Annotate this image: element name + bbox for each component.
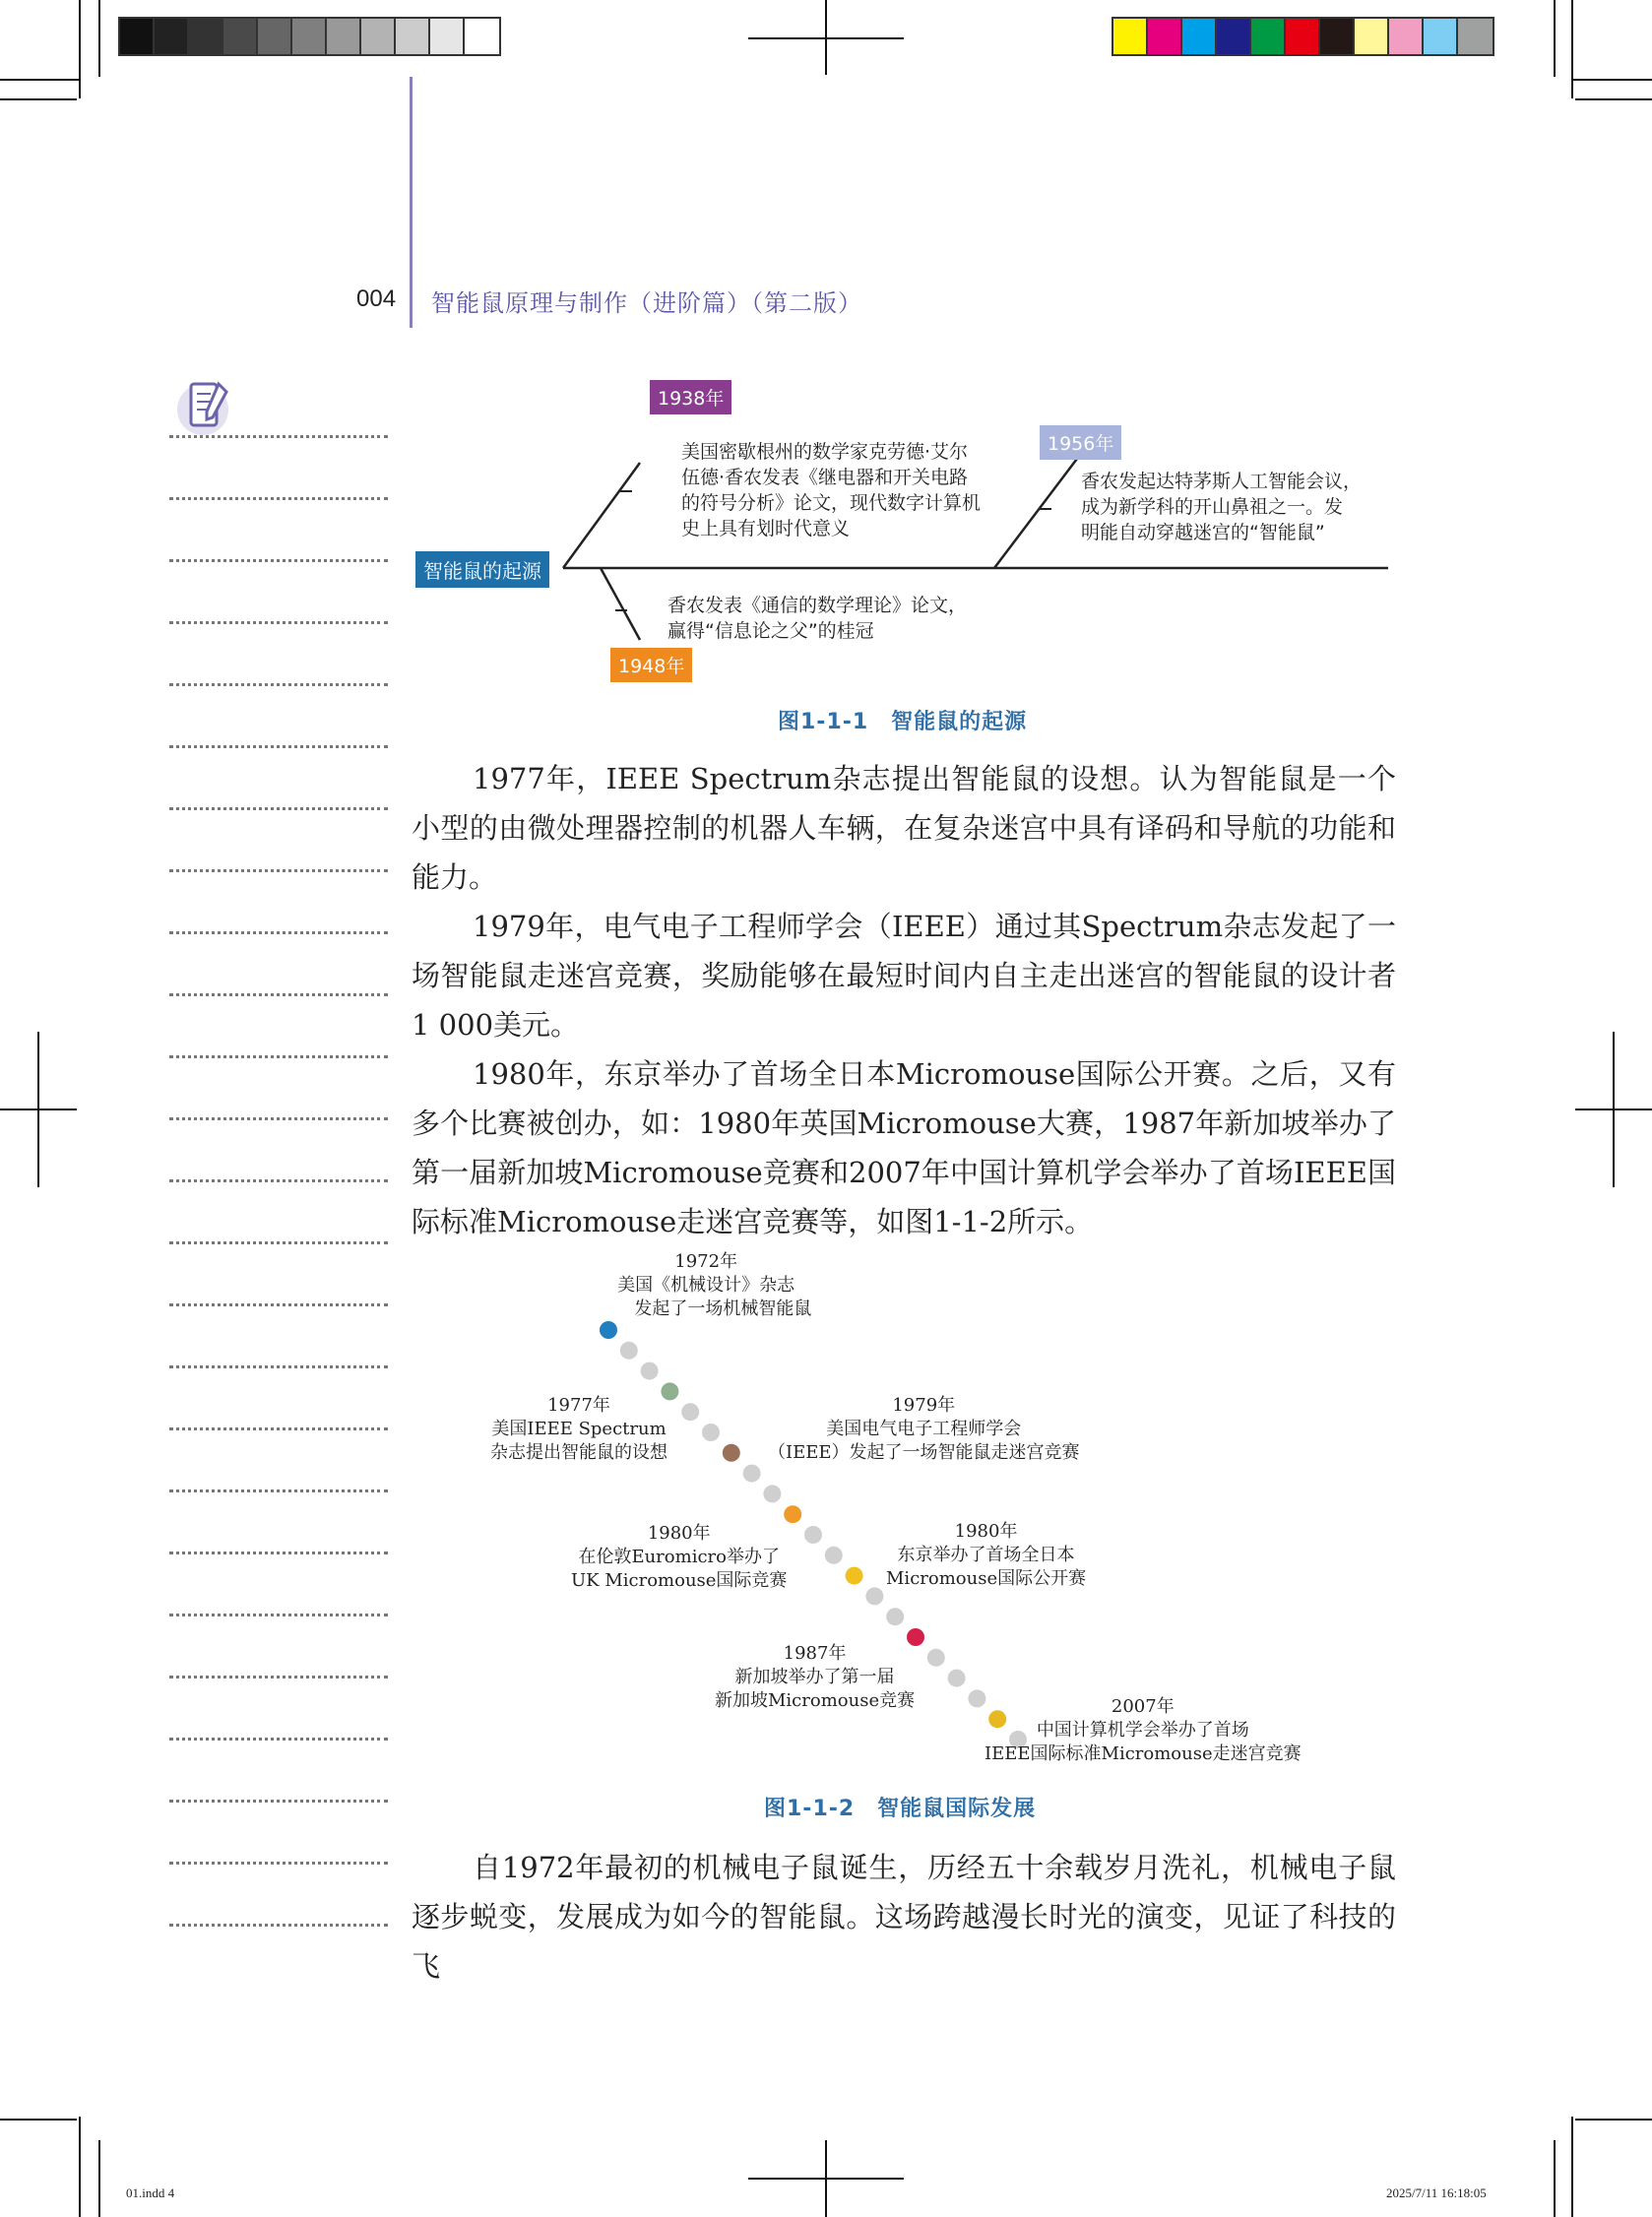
crop-mark — [0, 2119, 77, 2121]
note-line — [169, 869, 388, 872]
note-line — [169, 1055, 388, 1058]
gray-swatch — [189, 19, 223, 54]
note-line — [169, 1303, 388, 1306]
gray-swatch — [258, 19, 292, 54]
timeline-dot — [702, 1424, 720, 1441]
timeline-dot — [948, 1670, 966, 1687]
gray-swatch — [396, 19, 430, 54]
timeline-dot — [784, 1505, 801, 1523]
paragraph-1977: 1977年，IEEE Spectrum杂志提出智能鼠的设想。认为智能鼠是一个小型的由微处理器控制的机器人车辆，在复杂迷宫中具有译码和导航的功能和能力。 — [412, 762, 1396, 894]
color-swatch — [1286, 19, 1320, 54]
footer-file: 01.indd 4 — [126, 2185, 175, 2200]
note-line — [169, 1489, 388, 1492]
registration-mark — [825, 2140, 827, 2217]
note-line — [169, 1365, 388, 1368]
timeline-dot — [763, 1485, 781, 1502]
timeline-event-1980-london: 1980年 在伦敦Euromicro举办了 UK Micromouse国际竞赛 — [571, 1523, 788, 1591]
crop-mark — [98, 2140, 100, 2217]
timeline-dot — [641, 1362, 659, 1380]
note-line — [169, 993, 388, 996]
figure-caption-2: 图1-1-2 智能鼠国际发展 — [764, 1797, 1037, 1821]
note-line — [169, 931, 388, 934]
note-line — [169, 559, 388, 562]
body-text — [412, 754, 1396, 1246]
timeline-dot — [865, 1587, 883, 1605]
color-swatch — [1217, 19, 1251, 54]
note-line — [169, 1924, 388, 1927]
color-swatch — [1182, 19, 1217, 54]
crop-mark — [79, 2117, 81, 2217]
figure-caption-1: 图1-1-1 智能鼠的起源 — [778, 710, 1028, 734]
crop-mark — [1554, 2140, 1556, 2217]
note-line — [169, 745, 388, 748]
year-tag-1956: 1956年 — [1040, 425, 1121, 460]
gray-scale-bar — [118, 17, 501, 56]
registration-mark — [1613, 1032, 1615, 1187]
development-timeline — [473, 1250, 1359, 1782]
crop-mark — [0, 79, 79, 81]
note-line — [169, 621, 388, 624]
footer-timestamp: 2025/7/11 16:18:05 — [1386, 2185, 1487, 2200]
origin-root-label: 智能鼠的起源 — [415, 551, 549, 588]
note-line — [169, 1614, 388, 1616]
timeline-event-1987: 1987年 新加坡举办了第一届 新加坡Micromouse竞赛 — [715, 1643, 916, 1711]
event-text-1938: 美国密歇根州的数学家克劳德·艾尔 伍德·香农发表《继电器和开关电路 的符号分析》论文，现代数字计算机 史上具有划时代意义 — [681, 441, 982, 539]
timeline-dot — [620, 1342, 638, 1360]
gray-swatch — [120, 19, 155, 54]
closing-text — [412, 1843, 1396, 1991]
timeline-event-1972: 1972年 美国《机械设计》杂志 发起了一场机械智能鼠 — [617, 1251, 812, 1319]
timeline-event-1980-tokyo: 1980年 东京举办了首场全日本 Micromouse国际公开赛 — [886, 1521, 1087, 1589]
year-tag-1948: 1948年 — [610, 648, 692, 682]
gray-swatch — [465, 19, 499, 54]
paragraph-1980: 1980年，东京举办了首场全日本Micromouse国际公开赛。之后，又有多个比赛被创办，如：1980年英国Micromouse大赛，1987年新加坡举办了第一届新加坡Micromouse竞赛和2007年中国计算机学会举办了首场IEEE国际标准Micromouse走迷宫竞赛等，如图1-1-2所示。 — [412, 1057, 1396, 1238]
event-text-1956: 香农发起达特茅斯人工智能会议， 成为新学科的开山鼻祖之一。发 明能自动穿越迷宫的“智能鼠” — [1081, 471, 1363, 543]
note-line — [169, 1676, 388, 1679]
timeline-dot — [927, 1649, 945, 1667]
note-line — [169, 1241, 388, 1244]
timeline-dot — [825, 1547, 843, 1564]
gray-swatch — [155, 19, 189, 54]
note-line — [169, 1800, 388, 1803]
timeline-event-1979: 1979年 美国电气电子工程师学会 （IEEE）发起了一场智能鼠走迷宫竞赛 — [768, 1395, 1080, 1463]
gray-swatch — [430, 19, 465, 54]
note-line — [169, 435, 388, 438]
header-rule — [410, 77, 413, 328]
note-line — [169, 1117, 388, 1120]
timeline-dot — [886, 1608, 904, 1625]
color-swatch — [1320, 19, 1355, 54]
timeline-dot — [804, 1526, 822, 1544]
crop-mark — [1571, 0, 1573, 98]
timeline-dot — [743, 1465, 761, 1483]
crop-mark — [1571, 2117, 1573, 2217]
color-swatch — [1424, 19, 1458, 54]
timeline-dot — [723, 1444, 740, 1462]
note-line — [169, 1862, 388, 1865]
crop-mark — [98, 0, 100, 77]
crop-mark — [1573, 79, 1652, 81]
book-title: 智能鼠原理与制作（进阶篇）（第二版） — [431, 289, 862, 317]
color-swatch — [1389, 19, 1424, 54]
note-line — [169, 497, 388, 500]
page-number: 004 — [356, 285, 397, 312]
color-control-bar — [1112, 17, 1494, 56]
crop-mark — [1575, 98, 1652, 100]
crop-mark — [79, 0, 81, 98]
timeline-event-1977: 1977年 美国IEEE Spectrum 杂志提出智能鼠的设想 — [490, 1395, 667, 1463]
color-swatch — [1355, 19, 1389, 54]
gray-swatch — [327, 19, 361, 54]
event-text-1948: 香农发表《通信的数学理论》论文， 赢得“信息论之父”的桂冠 — [667, 595, 968, 642]
color-swatch — [1113, 19, 1148, 54]
year-tag-1938: 1938年 — [650, 380, 731, 414]
registration-mark — [825, 0, 827, 75]
note-line — [169, 683, 388, 686]
timeline-event-2007: 2007年 中国计算机学会举办了首场 IEEE国际标准Micromouse走迷宫竞赛 — [985, 1696, 1302, 1764]
registration-mark — [37, 1032, 39, 1187]
crop-mark — [1554, 0, 1556, 77]
gray-swatch — [292, 19, 327, 54]
paragraph-closing: 自1972年最初的机械电子鼠诞生，历经五十余载岁月洗礼，机械电子鼠逐步蜕变，发展成为如今的智能鼠。这场跨越漫长时光的演变，见证了科技的飞 — [412, 1851, 1396, 1983]
crop-mark — [0, 98, 77, 100]
origin-diagram — [413, 374, 1398, 689]
note-line — [169, 1552, 388, 1554]
note-line — [169, 1179, 388, 1182]
note-pencil-icon — [169, 370, 244, 445]
crop-mark — [1575, 2119, 1652, 2121]
timeline-dot — [681, 1403, 699, 1421]
note-line — [169, 1738, 388, 1741]
timeline-dot — [968, 1689, 985, 1707]
note-line — [169, 807, 388, 810]
note-line — [169, 1427, 388, 1430]
color-swatch — [1458, 19, 1493, 54]
color-swatch — [1251, 19, 1286, 54]
color-swatch — [1148, 19, 1182, 54]
gray-swatch — [223, 19, 258, 54]
paragraph-1979: 1979年，电气电子工程师学会（IEEE）通过其Spectrum杂志发起了一场智能鼠走迷宫竞赛，奖励能够在最短时间内自主走出迷宫的智能鼠的设计者1 000美元。 — [412, 910, 1396, 1042]
timeline-dot — [846, 1567, 863, 1585]
gray-swatch — [361, 19, 396, 54]
timeline-dot — [600, 1321, 617, 1339]
